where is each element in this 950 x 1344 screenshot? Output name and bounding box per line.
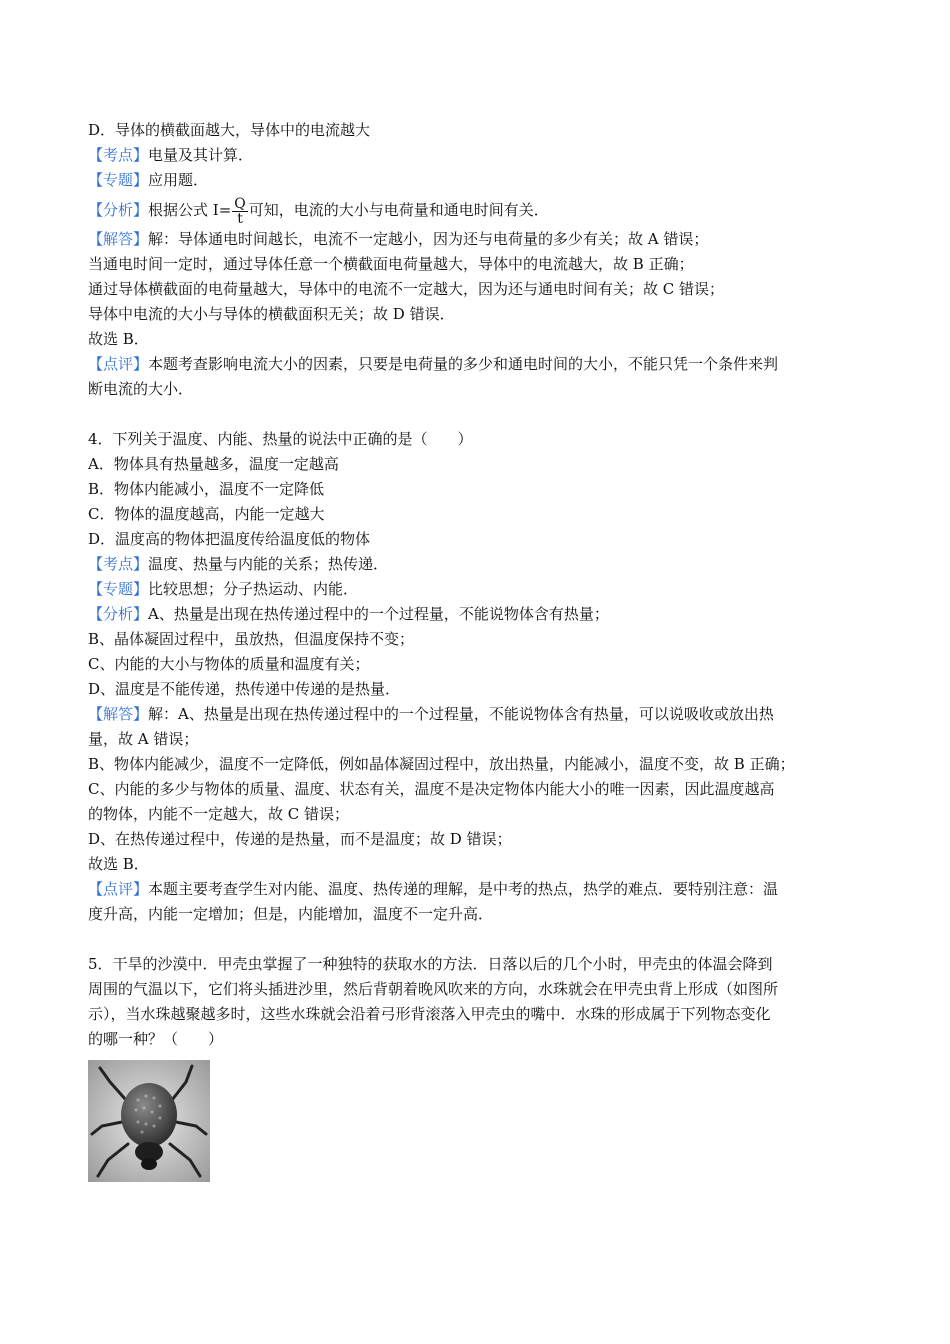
- spacer: [88, 927, 868, 952]
- kaodian-tag: 【考点】: [88, 555, 149, 573]
- q3-jieda-line: [88, 227, 868, 252]
- zhuanti-text: 比较思想；分子热运动、内能．: [148, 580, 359, 598]
- q5-question-line: 示），当水珠越聚越多时，这些水珠就会沿着弓形背滚落入甲壳虫的嘴中．水珠的形成属于下列物态变化: [88, 1005, 771, 1023]
- jieda-text: 解：导体通电时间越长，电流不一定越小，因为还与电荷量的多少有关；故 A 错误；: [148, 230, 709, 248]
- q4-option-c: C．物体的温度越高，内能一定越大: [88, 505, 325, 523]
- q5-question-line: 的哪一种？（ ）: [88, 1030, 224, 1048]
- q4-option-b: B．物体内能减小，温度不一定降低: [88, 480, 325, 498]
- jieda-tag: 【解答】: [88, 230, 149, 248]
- q4-fenxi-line: [88, 602, 868, 627]
- q5-question-line: 5．干旱的沙漠中．甲壳虫掌握了一种独特的获取水的方法．日落以后的几个小时，甲壳虫的体温会降到: [88, 955, 773, 973]
- q3-answer: 故选 B．: [88, 330, 149, 348]
- q4-answer: 故选 B．: [88, 855, 149, 873]
- q4-jieda-line: 的物体，内能不一定越大，故 C 错误；: [88, 805, 350, 823]
- q4-jieda-line: D、在热传递过程中，传递的是热量，而不是温度；故 D 错误；: [88, 830, 512, 848]
- q3-fenxi: [88, 193, 868, 227]
- q4-jieda-line: 量，故 A 错误；: [88, 730, 199, 748]
- kaodian-text: 电量及其计算．: [148, 146, 254, 164]
- q4-fenxi-line: B、晶体凝固过程中，虽放热，但温度保持不变；: [88, 630, 415, 648]
- jieda-text: 解：A、热量是出现在热传递过程中的一个过程量，不能说物体含有热量，可以说吸收或放出热: [148, 705, 774, 723]
- jieda-tag: 【解答】: [88, 705, 149, 723]
- zhuanti-tag: 【专题】: [88, 171, 149, 189]
- q4-kaodian: [88, 552, 868, 577]
- fenxi-post: 可知，电流的大小与电荷量和通电时间有关．: [248, 201, 549, 219]
- q3-option-d: D．导体的横截面越大，导体中的电流越大: [88, 121, 371, 139]
- fenxi-tag: 【分析】: [88, 605, 149, 623]
- fenxi-text: A、热量是出现在热传递过程中的一个过程量，不能说物体含有热量；: [148, 605, 609, 623]
- q4-jieda-line: C、内能的多少与物体的质量、温度、状态有关，温度不是决定物体内能大小的唯一因素，因此温度越高: [88, 780, 775, 798]
- q3-jieda-line: 当通电时间一定时，通过导体任意一个横截面电荷量越大，导体中的电流越大，故 B 正确；: [88, 255, 694, 273]
- dianping-text: 本题考查影响电流大小的因素，只要是电荷量的多少和通电时间的大小，不能只凭一个条件来判: [148, 355, 779, 373]
- fenxi-pre: 根据公式 I=: [148, 201, 232, 219]
- fraction-denominator: t: [237, 210, 243, 227]
- q5-question-line: 周围的气温以下，它们将头插进沙里，然后背朝着晚风吹来的方向，水珠就会在甲壳虫背上形成（如图所: [88, 980, 779, 998]
- q3-jieda-line: 通过导体横截面的电荷量越大，导体中的电流不一定越大，因为还与通电时间有关；故 C 错误；: [88, 280, 725, 298]
- q4-option-a: A．物体具有热量越多，温度一定越高: [88, 455, 339, 473]
- beetle-image: [88, 1060, 210, 1182]
- zhuanti-text: 应用题．: [148, 171, 209, 189]
- dianping-text: 本题主要考查学生对内能、温度、热传递的理解，是中考的热点，热学的难点．要特别注意：温: [148, 880, 779, 898]
- kaodian-text: 温度、热量与内能的关系；热传递．: [148, 555, 389, 573]
- q3-dianping-line: 断电流的大小．: [88, 380, 194, 398]
- formula-fraction: [232, 197, 247, 226]
- q3-kaodian: [88, 143, 868, 168]
- q3-jieda-line: 导体中电流的大小与导体的横截面积无关；故 D 错误．: [88, 305, 455, 323]
- document-page: [88, 118, 868, 1186]
- q4-fenxi-line: D、温度是不能传递，热传递中传递的是热量．: [88, 680, 401, 698]
- q4-question: 4．下列关于温度、内能、热量的说法中正确的是（ ）: [88, 430, 473, 448]
- kaodian-tag: 【考点】: [88, 146, 149, 164]
- q3-dianping-line: [88, 352, 868, 377]
- q4-option-d: D．温度高的物体把温度传给温度低的物体: [88, 530, 371, 548]
- dianping-tag: 【点评】: [88, 355, 149, 373]
- q4-fenxi-line: C、内能的大小与物体的质量和温度有关；: [88, 655, 370, 673]
- fenxi-tag: 【分析】: [88, 201, 149, 219]
- spacer: [88, 402, 868, 427]
- fraction-numerator: Q: [234, 195, 246, 212]
- zhuanti-tag: 【专题】: [88, 580, 149, 598]
- q4-jieda-line: [88, 702, 868, 727]
- q4-zhuanti: [88, 577, 868, 602]
- q4-dianping-line: 度升高，内能一定增加；但是，内能增加，温度不一定升高．: [88, 905, 494, 923]
- q4-dianping-line: [88, 877, 868, 902]
- q4-jieda-line: B、物体内能减少，温度不一定降低，例如晶体凝固过程中，放出热量，内能减小，温度不变，故 B 正确；: [88, 755, 795, 773]
- q3-zhuanti: [88, 168, 868, 193]
- dianping-tag: 【点评】: [88, 880, 149, 898]
